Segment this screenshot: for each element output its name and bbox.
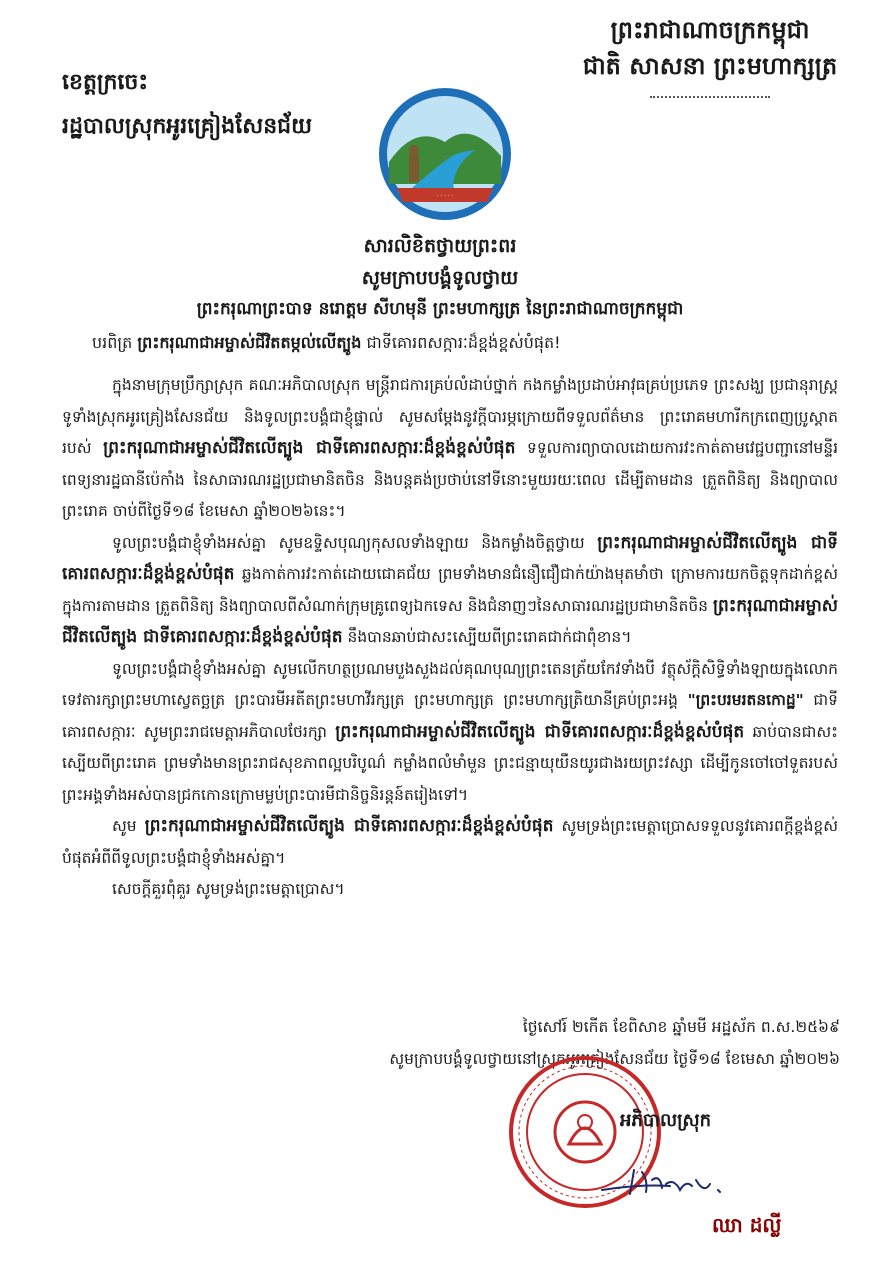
province-name: ខេត្តក្រចេះ xyxy=(62,70,149,95)
addressee-suffix: ជាទីគោរពសក្ការៈដ៏ខ្ពង់ខ្ពស់បំផុត! xyxy=(361,333,561,352)
official-title: អភិបាលស្រុក xyxy=(620,1110,712,1131)
king-title-emphasis: ព្រះករុណាជាអម្ចាស់ជីវិតលើត្បូង ជាទីគោរពសក្ការៈដ៏ខ្ពង់ខ្ពស់បំផុត xyxy=(103,438,516,458)
handwritten-signature xyxy=(600,1150,740,1210)
place-and-date: សូមក្រាបបង្គំទូលថ្វាយនៅស្រុកអូរគ្រៀងសែនជ័យ ថ្ងៃទី១៨ ខែមេសា ឆ្នាំ២០២៦ xyxy=(389,1050,840,1068)
paragraph-4: សូម ព្រះករុណាជាអម្ចាស់ជីវិតលើត្បូង ជាទីគោរពសក្ការៈដ៏ខ្ពង់ខ្ពស់បំផុត សូមទ្រង់ព្រះមេត្តាប្រោសទទួលនូវគោរពក្តីខ្ពង់ខ្ពស់បំផុតអំពីពីទូលព្រះបង្គំជាខ្ញុំទាំងអស់គ្នា។ xyxy=(62,816,839,867)
district-administration: រដ្ឋបាលស្រុកអូរគ្រៀងសែនជ័យ xyxy=(62,114,313,139)
letter-subtitle: សូមក្រាបបង្គំទូលថ្វាយ xyxy=(361,267,519,289)
kingdom-heading xyxy=(560,12,860,84)
addressee-honorific xyxy=(92,332,852,356)
addressee-prefix: បរពិត្រ xyxy=(92,333,138,352)
paragraph-2: ទូលព្រះបង្គំជាខ្ញុំទាំងអស់គ្នា សូមឧទ្ទិសបុណ្យកុសលទាំងឡាយ និងកម្លាំងចិត្តថ្វាយ ព្រះករុណាជាអម្ចាស់ជីវិតលើត្បូង ជាទីគោរពសក្ការៈដ៏ខ្ពង់ខ្ពស់បំផុត ឆ្លងកាត់ការវះកាត់ដោយជោគជ័យ ព្រមទាំងមានជំនឿជឿជាក់យ៉ាងមុតមាំថា ក្រោមការយកចិត្តទុកដាក់ខ្ពស់ក្នុងការតាមដាន ត្រួតពិនិត្យ និងព្យាបាលពីសំណាក់ក្រុមគ្រូពេទ្យឯកទេស និងជំនាញៗនៃសាធារណរដ្ឋប្រជាមានិតចិន ព្រះករុណាជាអម្ចាស់ជីវិតលើត្បូង ជាទីគោរពសក្ការៈដ៏ខ្ពង់ខ្ពស់បំផុត នឹងបានឆាប់ជាសះស្បើយពីព្រះរោគជាក់ជាពុំខាន។ xyxy=(62,532,838,647)
signatory-name: ឈា ដល្លី xyxy=(712,1213,782,1237)
closing-line: សេចក្តីគួរពុំគួរ សូមទ្រង់ព្រះមេត្តាប្រោស។ xyxy=(112,880,345,898)
national-motto: ជាតិ សាសនា ព្រះមហាក្សត្រ xyxy=(582,52,838,80)
svg-text:· · · · ·: · · · · · xyxy=(436,193,454,200)
king-title-emphasis: ព្រះករុណាជាអម្ចាស់ជីវិតតម្កល់លើត្បូង xyxy=(137,333,362,352)
lunar-date: ថ្ងៃសៅរ៍ ២កើត ខែពិសាខ ឆ្នាំមមី អដ្ឋស័ក ព.ស.២៥៦៩ xyxy=(522,1018,840,1036)
paragraph-1: ក្នុងនាមក្រុមប្រឹក្សាស្រុក គណៈអភិបាលស្រុក មន្ត្រីរាជការគ្រប់លំដាប់ថ្នាក់ កងកម្លាំងប្រដាប់អាវុធគ្រប់ប្រភេទ ព្រះសង្ឃ ប្រជានុរាស្ត្រទូទាំងស្រុកអូរគ្រៀងសែនជ័យ និងទូលព្រះបង្គំជាខ្ញុំផ្ទាល់ សូមសម្តែងនូវក្តីបារម្ភក្រោយពីទទួលព័ត៌មាន ព្រះរោគមហារីកក្រពេញប្រូស្តាត របស់ ព្រះករុណាជាអម្ចាស់ជីវិតលើត្បូង ជាទីគោរពសក្ការៈដ៏ខ្ពង់ខ្ពស់បំផុត ទទួលការព្យាបាលដោយការវះកាត់តាមវេជ្ជបញ្ជានៅមន្ទីរពេទ្យនារដ្ឋធានីប៉េកាំង នៃសាធារណរដ្ឋប្រជាមានិតចិន និងបន្តគង់ប្រថាប់នៅទីនោះមួយរយៈពេល ដើម្បីតាមដាន ត្រួតពិនិត្យ និងព្យាបាលព្រះរោគ ចាប់ពីថ្ងៃទី១៨ ខែមេសា ឆ្នាំ២០២៦នេះ។ xyxy=(62,376,838,520)
letter-body xyxy=(62,370,838,906)
relic-name: "ព្រះបរមរតនកោដ្ឋ" xyxy=(687,691,804,709)
addressee-line: ព្រះករុណាព្រះបាទ នរោត្តម សីហមុនី ព្រះមហាក្សត្រ នៃព្រះរាជាណាចក្រកម្ពុជា xyxy=(196,299,684,319)
king-title-emphasis: ព្រះករុណាជាអម្ចាស់ជីវិតលើត្បូង ជាទីគោរពសក្ការៈដ៏ខ្ពង់ខ្ពស់បំផុត xyxy=(144,816,554,836)
king-title-emphasis: ព្រះករុណាជាអម្ចាស់ជីវិតលើត្បូង ជាទីគោរពសក្ការៈដ៏ខ្ពង់ខ្ពស់បំផុត xyxy=(62,532,838,584)
letter-title: សារលិខិតថ្វាយព្រះពរ xyxy=(363,235,517,257)
king-title-emphasis: ព្រះករុណាជាអម្ចាស់ជីវិតលើត្បូង ជាទីគោរពសក្ការៈដ៏ខ្ពង់ខ្ពស់បំផុត xyxy=(62,595,838,647)
king-title-emphasis: ព្រះករុណាជាអម្ចាស់ជីវិតលើត្បូង ជាទីគោរពសក្ការៈដ៏ខ្ពង់ខ្ពស់បំផុត xyxy=(335,721,745,742)
paragraph-3: ទូលព្រះបង្គំជាខ្ញុំទាំងអស់គ្នា សូមលើកហត្ថប្រណមបួងសួងដល់គុណបុណ្យព្រះតេនត្រ័យកែវទាំងបី វត្ថុស័ក្តិសិទ្ធិទាំងឡាយក្នុងលោក ទេវតារក្សាព្រះមហាស្វេតច្ឆត្រ ព្រះបារមីអតីតព្រះមហាវីរក្សត្រ ព្រះមហាក្សត្រ ព្រះមហាក្សត្រិយានីគ្រប់ព្រះអង្គ "ព្រះបរមរតនកោដ្ឋ" ជាទីគោរពសក្ការៈ សូមព្រះរាជមេត្តាអភិបាលថែរក្សា ព្រះករុណាជាអម្ចាស់ជីវិតលើត្បូង ជាទីគោរពសក្ការៈដ៏ខ្ពង់ខ្ពស់បំផុត ឆាប់បានជាសះស្បើយពីព្រះរោគ ព្រមទាំងមានព្រះរាជសុខភាពល្អបរិបូណ៌ កម្លាំងពលំមាំមួន ព្រះជន្មាយុយឺនយូរជាងរយព្រះវស្សា ដើម្បីកូនចៅចៅទួតរបស់ព្រះអង្គទាំងអស់បានជ្រកកោនក្រោមម្លប់ព្រះបារមីជានិច្ចនិរន្តន៍តរៀងទៅ។ xyxy=(62,659,838,804)
kingdom-title: ព្រះរាជាណាចក្រកម្ពុជា xyxy=(610,16,810,44)
district-emblem-logo xyxy=(375,84,515,224)
motto-divider xyxy=(650,96,770,100)
